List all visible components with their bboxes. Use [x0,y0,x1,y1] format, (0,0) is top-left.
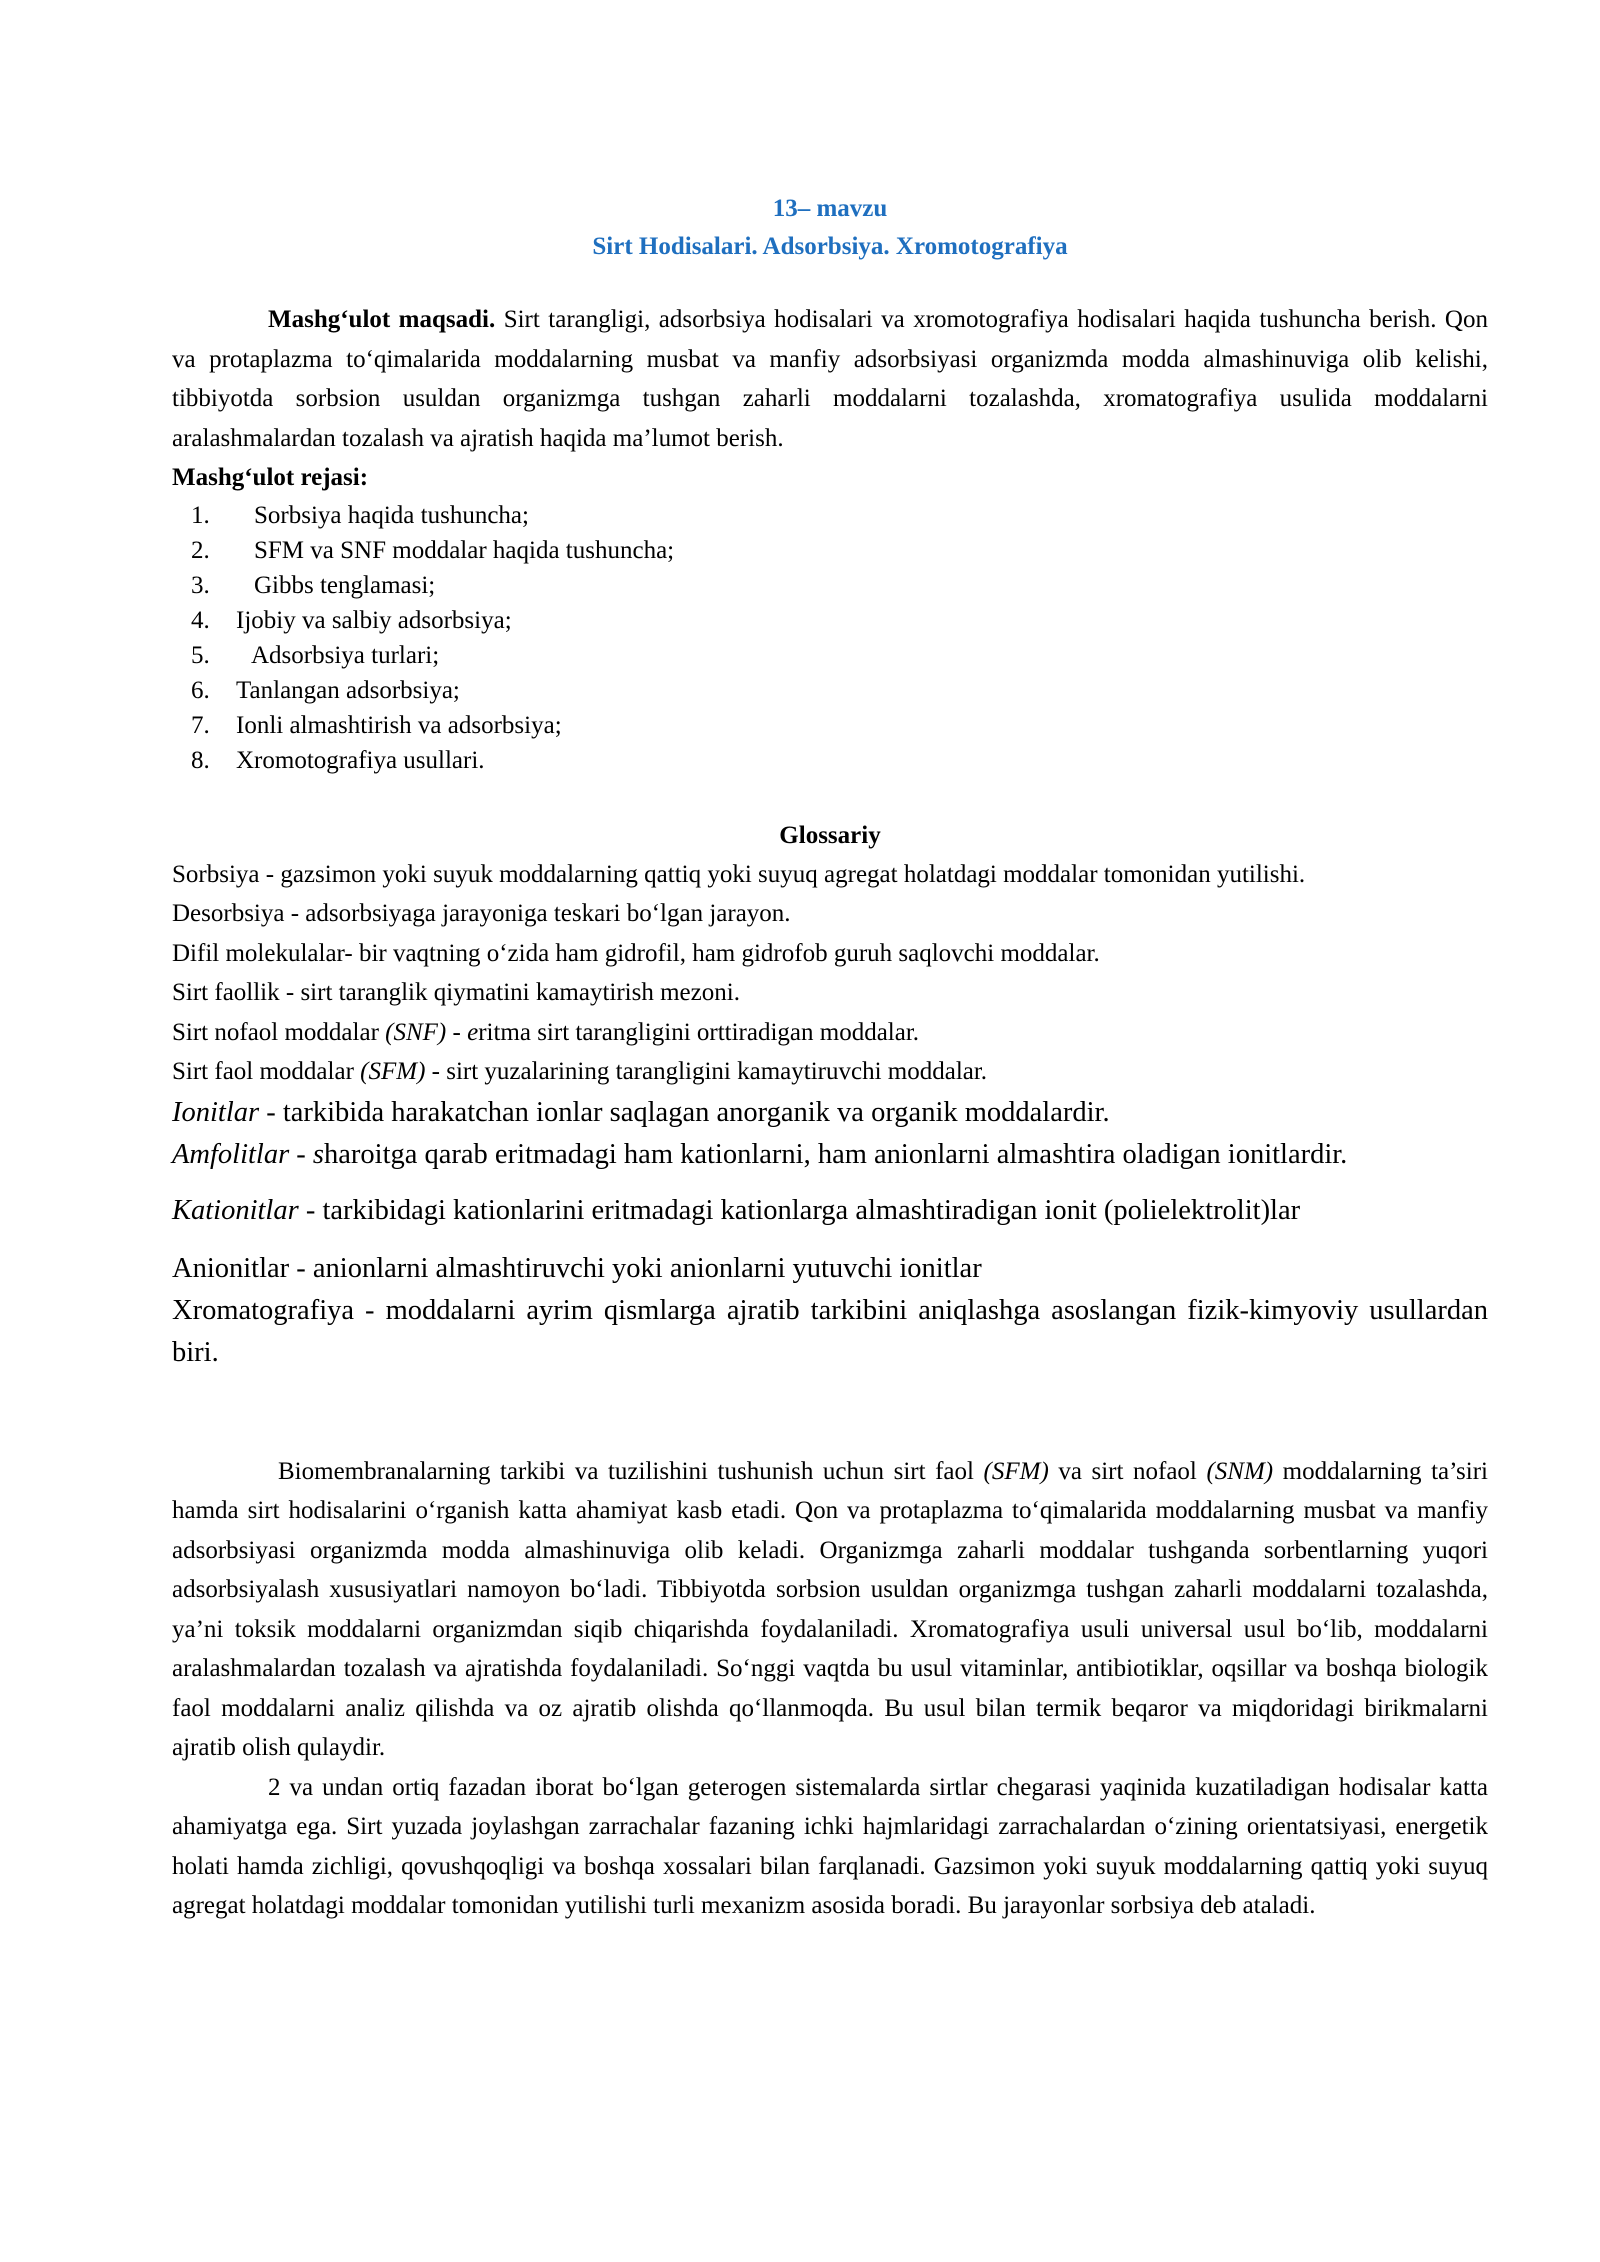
plan-title: Mashg‘ulot rejasi: [172,464,369,491]
topic-title: Sirt Hodisalari. Adsorbsiya. Xromotografiya [592,233,1068,260]
glossary-entry-sirt-faollik: Sirt faollik - sirt taranglik qiymatini kamaytirish mezoni. [172,979,740,1006]
glossary-entry-xromatografiya: Xromatografiya - moddalarni ayrim qismlarga ajratib tarkibini aniqlashga asoslangan fizik-kimyoviy usullardan biri. [172,1294,1488,1368]
glossary-entry-sorbsiya: Sorbsiya - gazsimon yoki suyuk moddalarning qattiq yoki suyuq agregat holatdagi moddalar tomonidan yutilishi. [172,860,1306,888]
glossary-entry-snf: Sirt nofaol moddalar (SNF) - eritma sirt tarangligini orttiradigan moddalar. [172,1018,920,1046]
document-page [172,190,1488,1926]
plan-item: 2. SFM va SNF moddalar haqida tushuncha; [191,536,675,564]
plan-item: 8. Xromotografiya usullari. [191,746,485,774]
plan-item: 6. Tanlangan adsorbsiya; [191,676,460,704]
glossary-entry-ionitlar: Ionitlar - tarkibida harakatchan ionlar saqlagan anorganik va organik moddalardir. [172,1096,1110,1128]
plan-item: 4. Ijobiy va salbiy adsorbsiya; [191,606,512,634]
plan-item: 7. Ionli almashtirish va adsorbsiya; [191,711,562,739]
glossary-entry-desorbsiya: Desorbsiya - adsorbsiyaga jarayoniga teskari bo‘lgan jarayon. [172,900,791,927]
glossary-entry-difil: Difil molekulalar- bir vaqtning o‘zida ham gidrofil, ham gidrofob guruh saqlovchi moddalar. [172,939,1100,967]
goal-text: Sirt tarangligi, adsorbsiya hodisalari va xromotografiya hodisalari haqida tushuncha berish. Qon va protaplazma to‘qimalarida moddalarning musbat va manfiy adsorbsiyasi organizmda modda almashinuviga olib kelishi, tibbiyotda sorbsion usuldan organizmga tushgan zaharli moddalarni tozalashda, xromatografiya usulida moddalarni aralashmalardan tozalash va ajratish haqida ma’lumot berish. [172,306,1488,452]
plan-list [172,498,1488,778]
plan-item: 3. Gibbs tenglamasi; [191,571,436,599]
glossary-entry-amfolitlar: Amfolitlar - sharoitga qarab eritmadagi ham kationlarni, ham anionlarni almashtira oladigan ionitlardir. [172,1138,1348,1170]
goal-paragraph [172,300,1488,458]
goal-label: Mashg‘ulot maqsadi. [268,306,496,333]
glossary-entry-sfm: Sirt faol moddalar (SFM) - sirt yuzalarining tarangligini kamaytiruvchi moddalar. [172,1058,988,1085]
body-paragraph-2: 2 va undan ortiq fazadan iborat bo‘lgan geterogen sistemalarda sirtlar chegarasi yaqinida kuzatiladigan hodisalar katta ahamiyatga ega. Sirt yuzada joylashgan zarrachalar fazaning ichki hajmlaridagi zarrachalardan o‘zining orientatsiyasi, energetik holati hamda zichligi, qovushqoqligi va boshqa xossalari bilan farqlanadi. Gazsimon yoki suyuk moddalarning qattiq yoki suyuq agregat holatdagi moddalar tomonidan yutilishi turli mexanizm asosida boradi. Bu jarayonlar sorbsiya deb ataladi. [172,1773,1488,1919]
glossary-entry-kationitlar: Kationitlar - tarkibidagi kationlarini eritmadagi kationlarga almashtiradigan ionit (polielektrolit)lar [172,1194,1301,1226]
plan-item: 5. Adsorbsiya turlari; [191,641,440,669]
glossary-entry-anionitlar: Anionitlar - anionlarni almashtiruvchi yoki anionlarni yutuvchi ionitlar [172,1252,982,1284]
topic-number: 13– mavzu [772,195,888,222]
body-paragraph-1: Biomembranalarning tarkibi va tuzilishini tushunish uchun sirt faol (SFM) va sirt nofaol (SNM) moddalarning ta’siri hamda sirt hodisalarini o‘rganish katta ahamiyat kasb etadi. Qon va protaplazma to‘qimalarida moddalarning musbat va manfiy adsorbsiyasi organizmda modda almashinuviga olib keladi. Organizmga zaharli moddalar tushganda sorbentlarning yuqori adsorbsiyalash xususiyatlari namoyon bo‘ladi. Tibbiyotda sorbsion usuldan organizmga tushgan zaharli moddalarni tozalashda, ya’ni toksik moddalarni organizmdan siqib chiqarishda foydalaniladi. Xromatografiya usuli universal usul bo‘lib, moddalarni aralashmalardan tozalash va ajratishda foydalaniladi. So‘nggi vaqtda bu usul vitaminlar, antibiotiklar, oqsillar va boshqa biologik faol moddalarni analiz qilishda va oz ajratib olishda qo‘llanmoqda. Bu usul bilan termik beqaror va miqdoridagi birikmalarni ajratib olish qulaydir. [172,1457,1488,1761]
plan-item: 1. Sorbsiya haqida tushuncha; [191,501,529,529]
glossary-title: Glossariy [779,821,881,849]
